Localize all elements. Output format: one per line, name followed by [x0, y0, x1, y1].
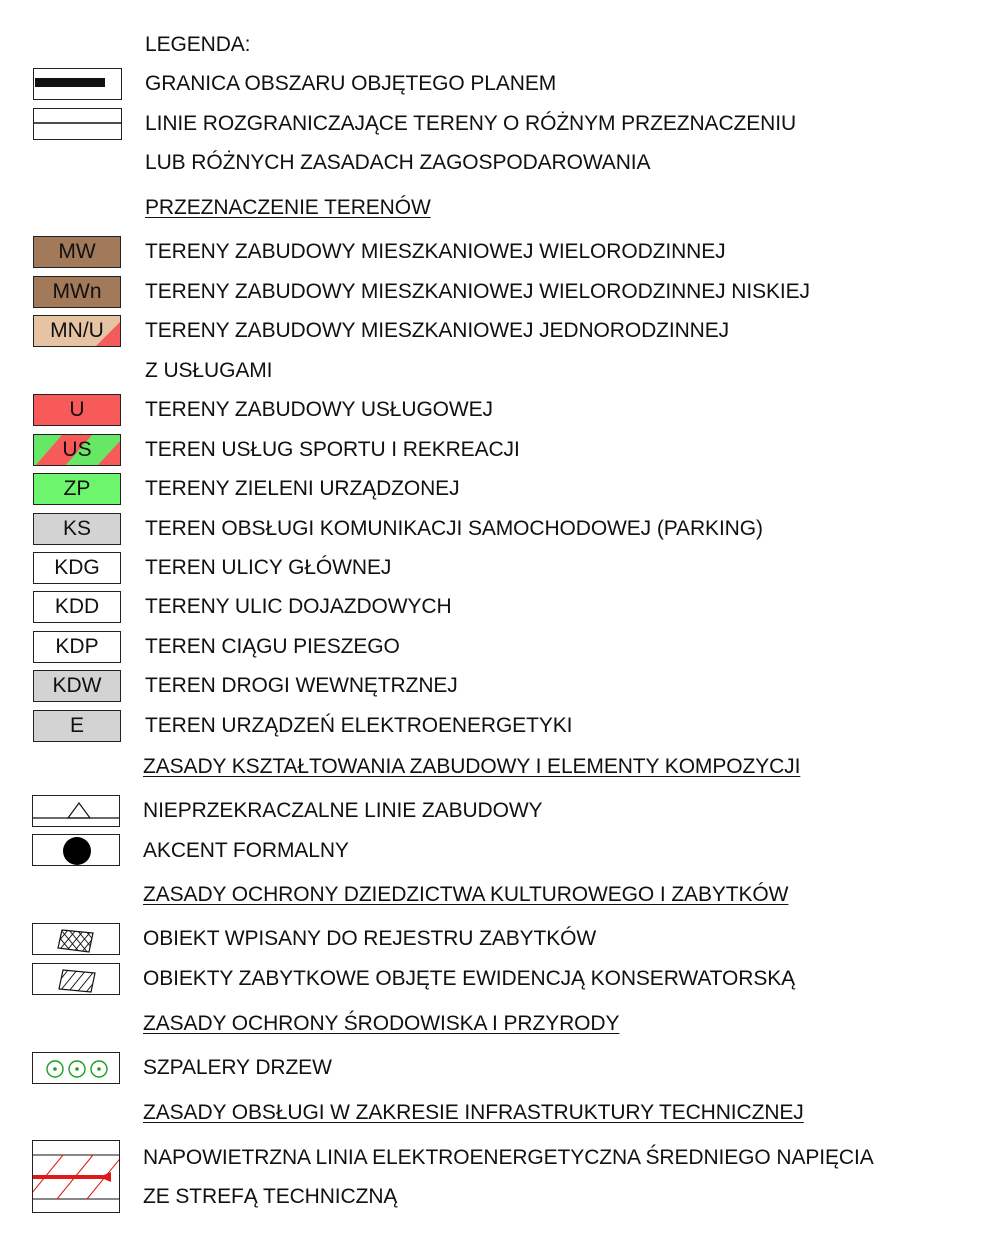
- tree-dot-icon: [53, 1067, 57, 1071]
- land-use-label-mwn: TERENY ZABUDOWY MIESZKANIOWEJ WIELORODZINNEJ NISKIEJ: [145, 280, 810, 303]
- dividing-lines-label-2: LUB RÓŻNYCH ZASADACH ZAGOSPODAROWANIA: [145, 151, 651, 174]
- land-use-swatch-e: [33, 710, 121, 742]
- land-use-swatch-mwn: [33, 276, 121, 308]
- accent-label: AKCENT FORMALNY: [143, 839, 349, 862]
- land-use-code: E: [69, 714, 84, 737]
- land-use-swatch-mw: [33, 236, 121, 268]
- land-use-code: KDG: [54, 556, 100, 579]
- tree-dot-icon: [97, 1067, 101, 1071]
- registered-monument-symbol: [32, 923, 120, 955]
- land-use-code: US: [62, 438, 92, 461]
- land-use-label-us: TEREN USŁUG SPORTU I REKREACJI: [145, 438, 520, 461]
- land-use-code: MW: [58, 240, 96, 263]
- land-use-label-kdg: TEREN ULICY GŁÓWNEJ: [145, 556, 392, 579]
- land-use-label-zp: TERENY ZIELENI URZĄDZONEJ: [145, 477, 460, 500]
- dividing-lines-symbol: [33, 108, 122, 140]
- land-use-swatch-us: [33, 434, 121, 466]
- land-use-code: KDD: [54, 595, 100, 618]
- dividing-lines-label-1: LINIE ROZGRANICZAJĄCE TERENY O RÓŻNYM PRZEZNACZENIU: [145, 112, 797, 135]
- land-use-label-e: TEREN URZĄDZEŃ ELEKTROENERGETYKI: [145, 714, 573, 737]
- land-use-label-u: TERENY ZABUDOWY USŁUGOWEJ: [145, 398, 493, 421]
- land-use-code: U: [69, 398, 85, 421]
- section-environment: ZASADY OCHRONY ŚRODOWISKA I PRZYRODY: [143, 1012, 620, 1035]
- land-use-swatch-kdw: [33, 670, 121, 702]
- recorded-monument-label: OBIEKTY ZABYTKOWE OBJĘTE EWIDENCJĄ KONSERWATORSKĄ: [143, 967, 796, 990]
- plan-boundary-label: GRANICA OBSZARU OBJĘTEGO PLANEM: [145, 72, 557, 95]
- section-land-use: PRZEZNACZENIE TERENÓW: [145, 196, 431, 219]
- registered-monument-label: OBIEKT WPISANY DO REJESTRU ZABYTKÓW: [143, 927, 597, 950]
- land-use-label-mnu-2: Z USŁUGAMI: [145, 359, 273, 382]
- recorded-monument-symbol: [32, 963, 120, 995]
- power-line-symbol: [32, 1140, 120, 1213]
- section-infrastructure: ZASADY OBSŁUGI W ZAKRESIE INFRASTRUKTURY TECHNICZNEJ: [143, 1101, 804, 1124]
- section-heritage: ZASADY OCHRONY DZIEDZICTWA KULTUROWEGO I ZABYTKÓW: [143, 883, 789, 906]
- land-use-code: KDP: [55, 635, 99, 658]
- land-use-label-mnu: TERENY ZABUDOWY MIESZKANIOWEJ JEDNORODZINNEJ: [145, 319, 730, 342]
- land-use-code: MWn: [52, 280, 102, 303]
- land-use-swatch-kdd: [33, 591, 121, 623]
- land-use-swatch-kdg: [33, 552, 121, 584]
- power-line-label-1: NAPOWIETRZNA LINIA ELEKTROENERGETYCZNA ŚREDNIEGO NAPIĘCIA: [143, 1146, 874, 1169]
- land-use-code: MN/U: [50, 319, 104, 342]
- land-use-swatch-u: [33, 394, 121, 426]
- land-use-swatch-mnu: [33, 315, 121, 347]
- section-composition: ZASADY KSZTAŁTOWANIA ZABUDOWY I ELEMENTY KOMPOZYCJI: [143, 755, 801, 778]
- building-line-label: NIEPRZEKRACZALNE LINIE ZABUDOWY: [143, 799, 543, 822]
- legend-title: LEGENDA:: [145, 33, 251, 56]
- land-use-label-kdp: TEREN CIĄGU PIESZEGO: [145, 635, 400, 658]
- power-line-label-2: ZE STREFĄ TECHNICZNĄ: [143, 1185, 398, 1208]
- land-use-label-mw: TERENY ZABUDOWY MIESZKANIOWEJ WIELORODZINNEJ: [145, 240, 726, 263]
- land-use-code: ZP: [63, 477, 91, 500]
- accent-symbol: [32, 834, 120, 866]
- land-use-label-ks: TEREN OBSŁUGI KOMUNIKACJI SAMOCHODOWEJ (PARKING): [145, 517, 763, 540]
- tree-rows-symbol: [32, 1052, 120, 1084]
- land-use-swatch-kdp: [33, 631, 121, 663]
- land-use-swatch-zp: [33, 473, 121, 505]
- tree-dot-icon: [75, 1067, 79, 1071]
- tree-rows-label: SZPALERY DRZEW: [143, 1056, 332, 1079]
- land-use-swatch-ks: [33, 513, 121, 545]
- building-line-symbol: [32, 795, 120, 827]
- land-use-label-kdw: TEREN DROGI WEWNĘTRZNEJ: [145, 674, 458, 697]
- plan-boundary-symbol: [33, 68, 122, 100]
- arrow-icon: [99, 1172, 111, 1182]
- land-use-code: KDW: [52, 674, 102, 697]
- land-use-label-kdd: TERENY ULIC DOJAZDOWYCH: [145, 595, 452, 618]
- land-use-code: KS: [62, 517, 91, 540]
